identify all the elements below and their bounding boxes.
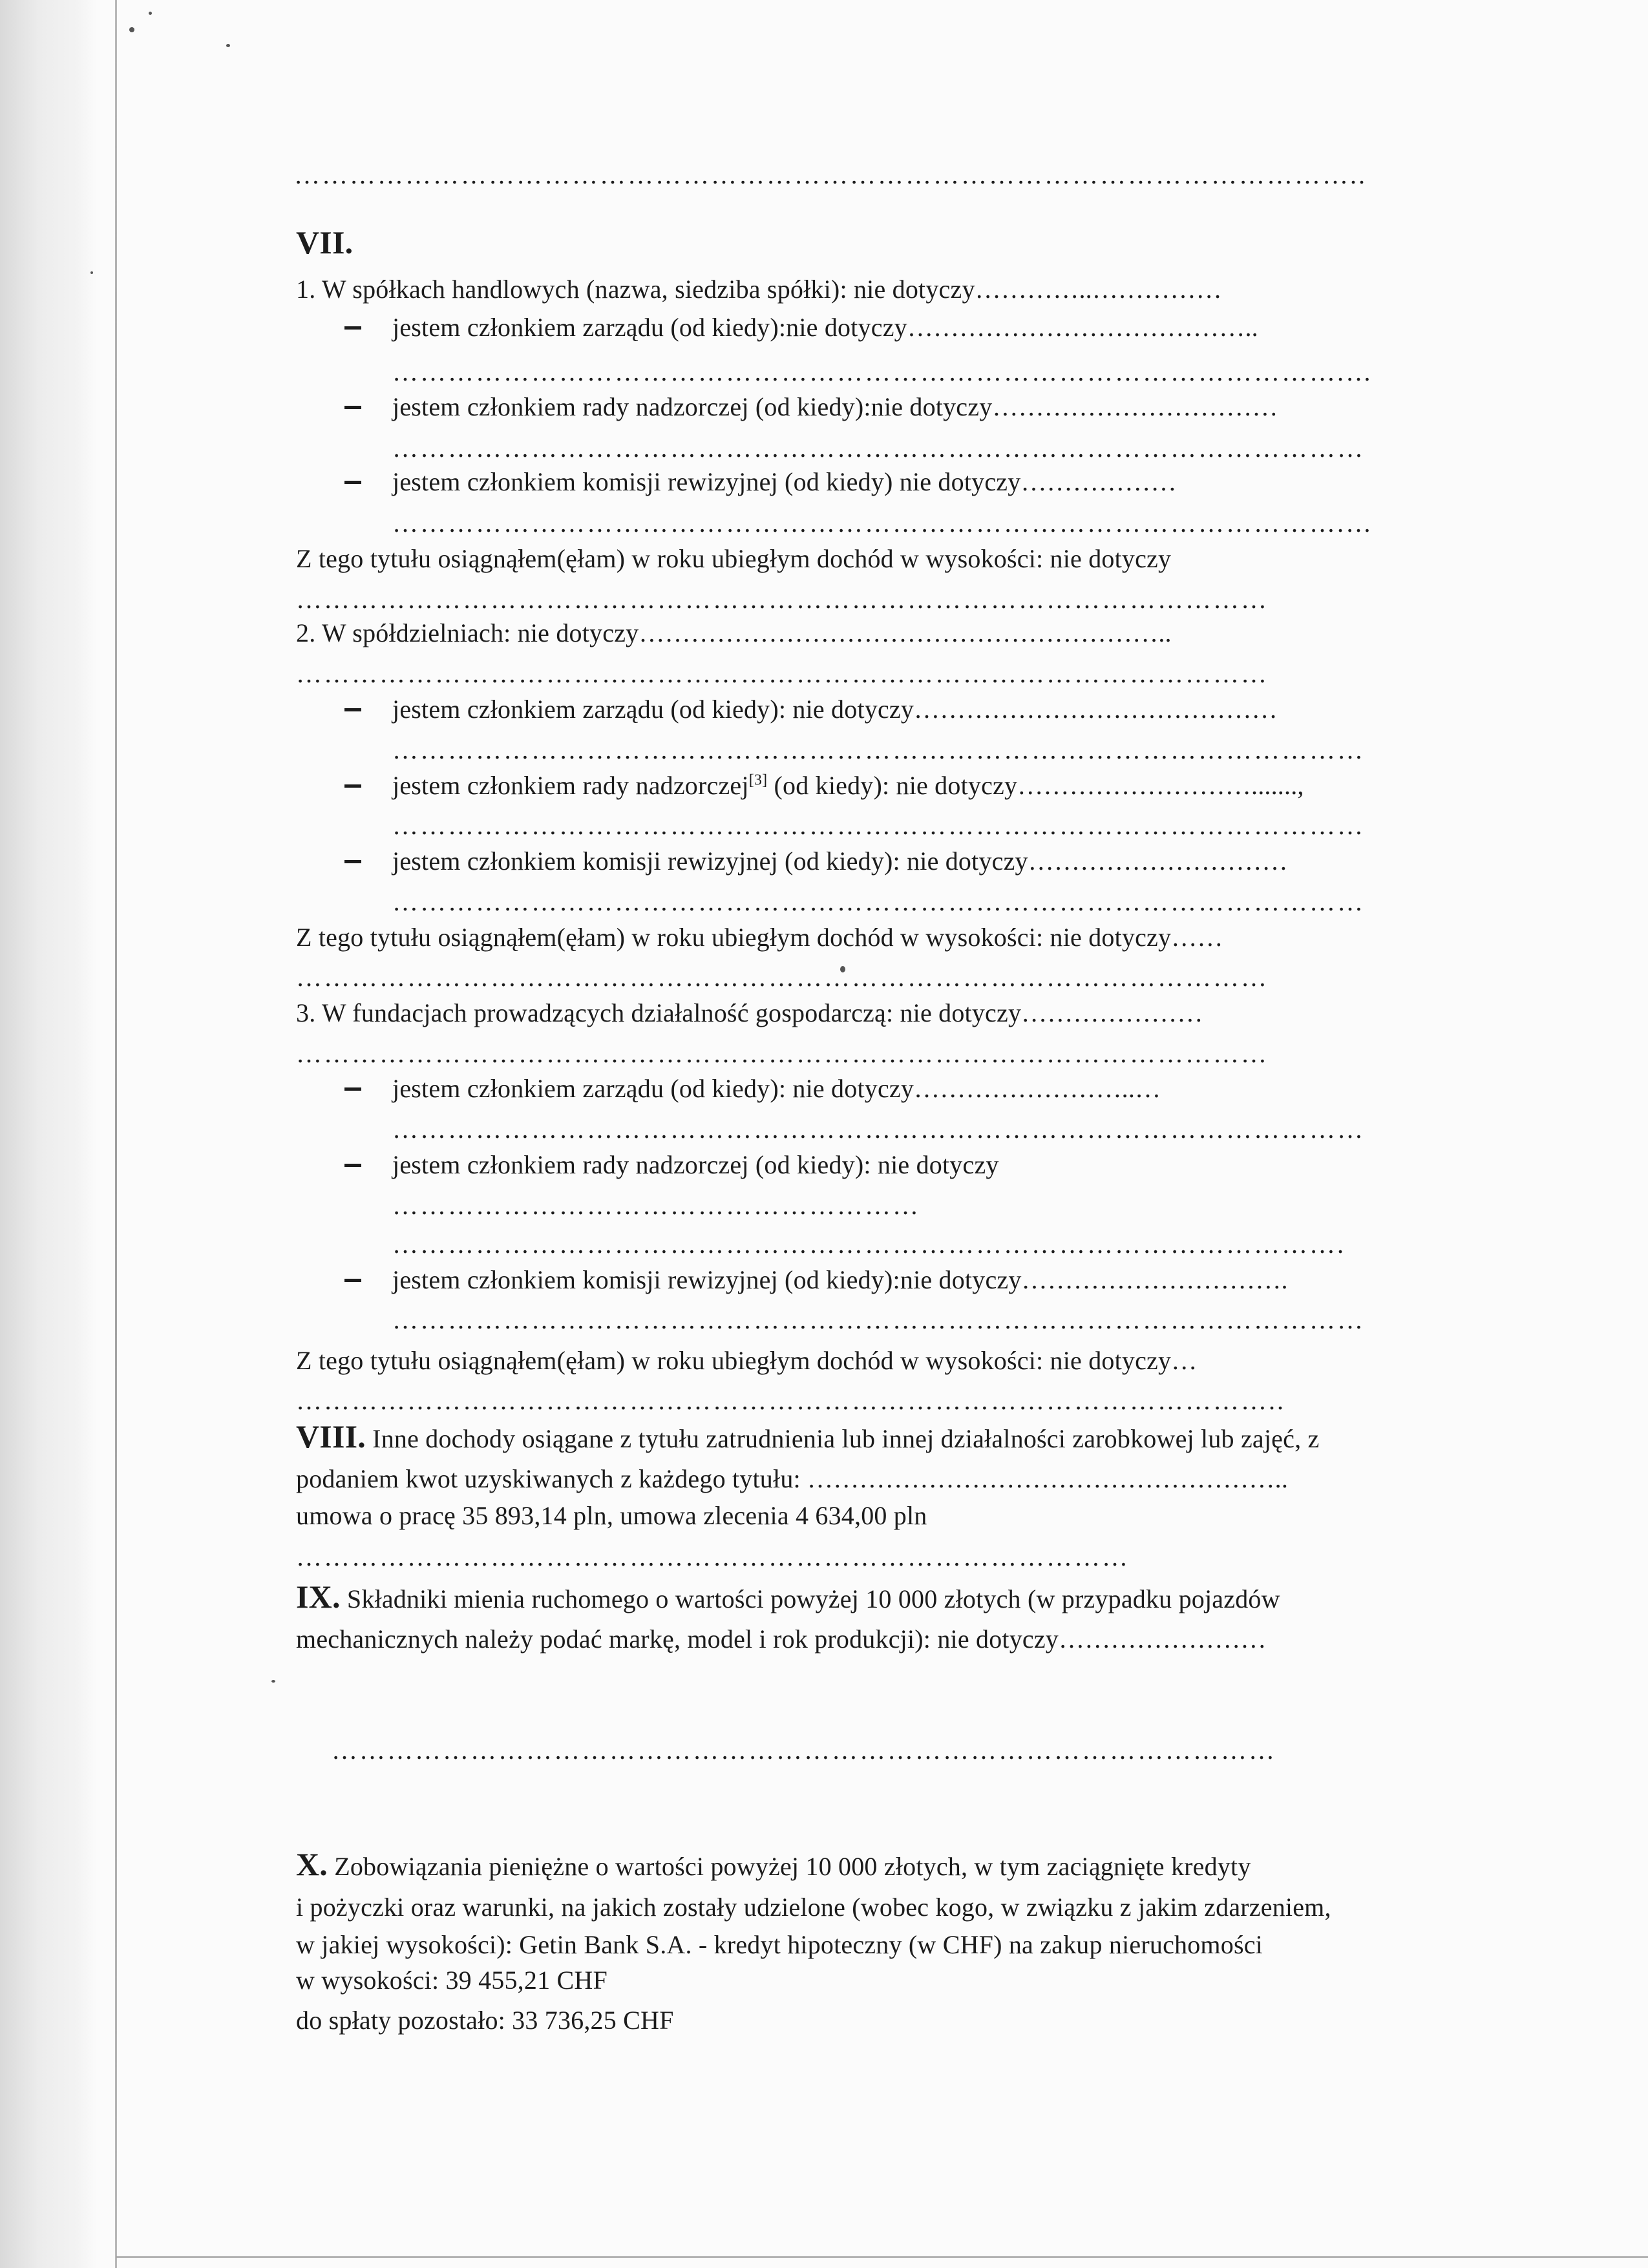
dotted-line: ………………………………………………… bbox=[392, 1191, 920, 1220]
bullet-dash bbox=[344, 481, 361, 484]
section-x-line-3: w jakiej wysokości): Getin Bank S.A. - kredyt hipoteczny (w CHF) na zakup nieruchomości bbox=[296, 1930, 1263, 1959]
section-viii-line-1 bbox=[296, 1418, 1320, 1454]
vii-3-rada: jestem członkiem rady nadzorczej (od kiedy): nie dotyczy bbox=[392, 1150, 999, 1179]
scan-speck bbox=[226, 44, 230, 47]
vii-1-income: Z tego tytułu osiągnąłem(ęłam) w roku ubiegłym dochód w wysokości: nie dotyczy bbox=[296, 544, 1172, 573]
scan-bottom-line bbox=[116, 2256, 1648, 2258]
section-x-heading: X. bbox=[296, 1846, 328, 1882]
bullet-dash bbox=[344, 326, 361, 330]
footnote-ref: [3] bbox=[748, 772, 768, 789]
vii-3-income: Z tego tytułu osiągnąłem(ęłam) w roku ubiegłym dochód w wysokości: nie dotyczy… bbox=[296, 1346, 1198, 1375]
dotted-line: …………………………………………………………………………………………… bbox=[392, 1305, 1365, 1334]
vii-2-rada-text: jestem członkiem rady nadzorczej bbox=[392, 771, 749, 800]
section-x-line-2: i pożyczki oraz warunki, na jakich zostały udzielone (wobec kogo, w związku z jakim zdarzeniem, bbox=[296, 1893, 1331, 1922]
scan-edge-shadow bbox=[115, 0, 117, 2268]
bullet-dash bbox=[344, 860, 361, 863]
section-viii-heading: VIII. bbox=[296, 1418, 366, 1454]
vii-2-income: Z tego tytułu osiągnąłem(ęłam) w roku ubiegłym dochód w wysokości: nie dotyczy…… bbox=[296, 923, 1223, 952]
scan-speck bbox=[90, 271, 93, 274]
dotted-line: …………………………………………………………………………………………….. bbox=[296, 1386, 1285, 1415]
bullet-dash bbox=[344, 708, 361, 711]
section-x-line-1 bbox=[296, 1846, 1251, 1882]
section-ix-line-1 bbox=[296, 1579, 1280, 1615]
vii-1-rada: jestem członkiem rady nadzorczej (od kiedy):nie dotyczy…………………………… bbox=[392, 392, 1278, 421]
dotted-line: …………………………………………………………………………………………………….. bbox=[294, 160, 1367, 189]
dotted-line: …………………………………………………………………………………………… bbox=[392, 1115, 1365, 1144]
vii-2-rada-rest: (od kiedy): nie dotyczy………………………......., bbox=[767, 771, 1304, 800]
bullet-dash bbox=[344, 1279, 361, 1282]
vii-item-2: 2. W spółdzielniach: nie dotyczy…………………………………………………….. bbox=[296, 618, 1172, 647]
dotted-line: …………………………………………………………………………………………… bbox=[296, 659, 1269, 688]
dotted-line: …………………………………………………………………………………………… bbox=[296, 1039, 1269, 1068]
section-ix-text: Składniki mienia ruchomego o wartości powyżej 10 000 złotych (w przypadku pojazdów bbox=[340, 1584, 1280, 1613]
dotted-line: …………………………………………………………………………………………… bbox=[392, 735, 1365, 764]
dotted-line: …………………………………………………………………………………………… bbox=[392, 811, 1365, 840]
dotted-line: …………………………………………………………………………………………… bbox=[392, 887, 1365, 916]
vii-2-komisja: jestem członkiem komisji rewizyjnej (od kiedy): nie dotyczy………………………… bbox=[392, 846, 1288, 876]
scan-speck bbox=[149, 12, 152, 15]
vii-1-komisja: jestem członkiem komisji rewizyjnej (od kiedy) nie dotyczy……………… bbox=[392, 467, 1177, 496]
section-viii-line-2: podaniem kwot uzyskiwanych z każdego tytułu: ……………………………………………….. bbox=[296, 1464, 1289, 1493]
bullet-dash bbox=[344, 406, 361, 409]
dotted-line: …………………………………………………………………………………………. bbox=[392, 1230, 1346, 1259]
section-x-line-5: do spłaty pozostało: 33 736,25 CHF bbox=[296, 2006, 674, 2035]
section-x-line-4: w wysokości: 39 455,21 CHF bbox=[296, 1966, 607, 1995]
vii-2-zarzad: jestem członkiem zarządu (od kiedy): nie dotyczy…………………………………… bbox=[392, 695, 1278, 724]
vii-2-rada bbox=[392, 771, 1304, 801]
bullet-dash bbox=[344, 1164, 361, 1167]
vii-1-zarzad: jestem członkiem zarządu (od kiedy):nie dotyczy………………………………….. bbox=[392, 313, 1258, 342]
dotted-line: …………………………………………………………………………………………… bbox=[296, 585, 1269, 614]
vii-item-1: 1. W spółkach handlowych (nazwa, siedziba spółki): nie dotyczy…………..…………… bbox=[296, 275, 1222, 304]
section-viii-line-3: umowa o pracę 35 893,14 pln, umowa zlecenia 4 634,00 pln bbox=[296, 1501, 927, 1530]
section-vii-heading: VII. bbox=[296, 224, 354, 260]
dotted-line: ………………………………………………………………………………………… bbox=[332, 1736, 1276, 1765]
scan-left-edge bbox=[0, 0, 97, 2268]
section-viii-text: Inne dochody osiągane z tytułu zatrudnienia lub innej działalności zarobkowej lub zajęć, z bbox=[365, 1424, 1320, 1453]
vii-3-zarzad: jestem członkiem zarządu (od kiedy): nie dotyczy……………………..… bbox=[392, 1074, 1161, 1103]
bullet-dash bbox=[344, 784, 361, 788]
scan-speck bbox=[129, 27, 134, 32]
section-x-text: Zobowiązania pieniężne o wartości powyżej 10 000 złotych, w tym zaciągnięte kredyty bbox=[328, 1852, 1251, 1881]
scan-speck bbox=[271, 1680, 275, 1683]
dotted-line: ………………………………………………………………………………………….… bbox=[392, 357, 1373, 386]
dotted-line: ……………………………………………………………………………… bbox=[296, 1542, 1130, 1571]
vii-3-komisja: jestem członkiem komisji rewizyjnej (od kiedy):nie dotyczy…………………………. bbox=[392, 1265, 1288, 1294]
dotted-line: …………………………………………………………………………………………… bbox=[392, 434, 1365, 463]
section-ix-line-2: mechanicznych należy podać markę, model i rok produkcji): nie dotyczy…………………… bbox=[296, 1624, 1267, 1654]
dotted-line: …………………………………………………………………………………………… bbox=[296, 963, 1269, 992]
section-ix-heading: IX. bbox=[296, 1579, 341, 1615]
bullet-dash bbox=[344, 1087, 361, 1091]
dotted-line: ………………………………………………………………………………………….… bbox=[392, 509, 1373, 538]
vii-item-3: 3. W fundacjach prowadzących działalność gospodarczą: nie dotyczy………………… bbox=[296, 998, 1203, 1027]
